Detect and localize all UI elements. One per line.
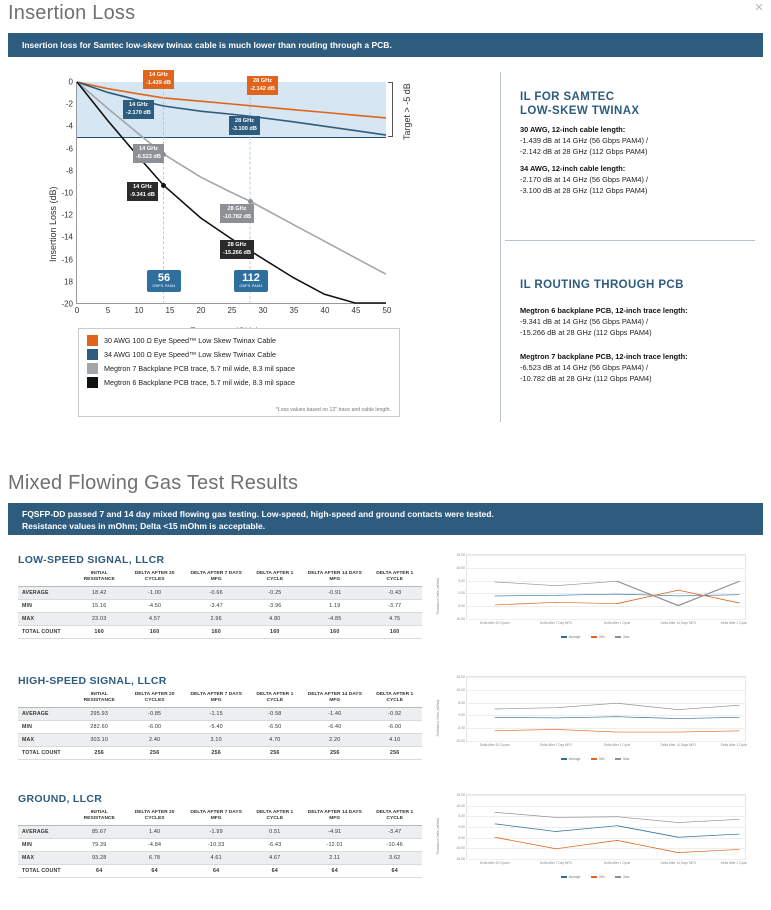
legend-footnote: *Loss values based on 12" trace and cable length. [275,407,391,413]
table-row [18,613,422,626]
target-label: Target > -5 dB [402,83,412,140]
cell: 4.10 [367,734,422,747]
col-delta-1-cycle-b: DELTA AFTER 1 CYCLE [367,568,422,587]
mfg-banner [8,503,763,535]
il-megtron7-block [520,351,688,384]
cell: -5.40 [185,721,248,734]
il-pcb-heading: IL ROUTING THROUGH PCB [520,279,684,291]
cell: -0.92 [367,708,422,721]
col-delta-1-cycle-b: DELTA AFTER 1 CYCLE [367,807,422,826]
insertion-loss-title: Insertion Loss [8,2,136,24]
col-delta-7-days: DELTA AFTER 7 DAYS MFG [185,689,248,708]
chart-y-axis-label: Insertion Loss (dB) [48,186,58,262]
table-title-high-speed: HIGH-SPEED SIGNAL, LLCR [18,675,167,687]
cell: -3.47 [367,826,422,839]
table-row [18,747,422,760]
cell: 4.80 [248,613,303,626]
col-delta-1-cycle-a: DELTA AFTER 1 CYCLE [248,807,303,826]
row-label: MIN [18,839,74,852]
table-row [18,587,422,600]
row-label: MAX [18,613,74,626]
legend-label-megtron7: Megtron 7 Backplane PCB trace, 5.7 mil wide, 8.3 mil space [104,364,295,373]
cell: 23.03 [74,613,124,626]
cell: 160 [185,626,248,639]
table-header-row [18,568,422,587]
row-label: MAX [18,734,74,747]
legend-item [87,335,391,346]
table-row [18,708,422,721]
mini-legend: Average Min Max [440,757,750,761]
il-twinax-heading [520,90,639,118]
cell: -4.84 [124,839,184,852]
legend-swatch-megtron7 [87,363,98,374]
row-label: MIN [18,600,74,613]
target-bracket-cap-top [388,82,393,83]
insertion-loss-banner-text: Insertion loss for Samtec low-skew twinax cable is much lower than routing through a PCB. [22,40,392,50]
callout-orange-14ghz: 14 GHz -1.439 dB [143,70,174,89]
cell: -1.15 [185,708,248,721]
cell: 256 [302,747,367,760]
col-delta-20-cycles: DELTA AFTER 20 CYCLES [124,807,184,826]
insertion-loss-banner [8,33,763,57]
table-row [18,721,422,734]
cell: -1.40 [302,708,367,721]
cell: 2.40 [124,734,184,747]
cell: 93.28 [74,852,124,865]
cell: 4.57 [124,613,184,626]
col-delta-14-days: DELTA AFTER 14 DAYS MFG [302,568,367,587]
cell: 1.19 [302,600,367,613]
mini-legend: Average Min Max [440,875,750,879]
cell: 79.39 [74,839,124,852]
insertion-loss-chart [40,70,460,420]
callout-megtron6-14ghz: 14 GHz -9.341 dB [127,182,158,201]
chart-plot-area: 0 -2 -4 -6 -8 -10 -12 -14 -16 18 -20 0 5 10 15 20 25 30 35 40 45 50 14 GHz -1.439 dB 28 GHz -2.142 dB 14 GHz -2.170 dB 28 GHz -3.100 dB 14 GHz -6.523 dB 14 GHz -9.341 dB 28 GHz -10.782 dB 28 GHz -15.266 dB 56 GBPS PAM4 112 GBPS PAM4 [61,72,392,315]
il-megtron6-line1: -9.341 dB at 14 GHz (56 Gbps PAM4) / [520,317,649,326]
cell: -0.91 [302,587,367,600]
cell: 85.67 [74,826,124,839]
row-label: TOTAL COUNT [18,747,74,760]
il-30awg-block [520,124,648,157]
mini-y-axis-label: Resistance Delta (mOhm) [436,699,440,737]
il-megtron6-block [520,305,688,338]
callout-blue-14ghz: 14 GHz -2.170 dB [123,100,154,119]
close-icon[interactable]: × [754,0,764,16]
il-megtron7-line1: -6.523 dB at 14 GHz (56 Gbps PAM4) / [520,363,649,372]
table-title-low-speed: LOW-SPEED SIGNAL, LLCR [18,554,165,566]
row-label: AVERAGE [18,826,74,839]
legend-swatch-30awg [87,335,98,346]
cell: 64 [74,865,124,878]
cell: -0.43 [367,587,422,600]
table-row [18,839,422,852]
cell: 256 [248,747,303,760]
col-delta-20-cycles: DELTA AFTER 20 CYCLES [124,689,184,708]
legend-item [87,349,391,360]
cell: 3.10 [185,734,248,747]
col-blank [18,807,74,826]
cell: 4.67 [248,852,303,865]
cell: 64 [185,865,248,878]
col-delta-14-days: DELTA AFTER 14 DAYS MFG [302,807,367,826]
cell: 2.11 [302,852,367,865]
col-delta-7-days: DELTA AFTER 7 DAYS MFG [185,807,248,826]
callout-megtron7-14ghz: 14 GHz -6.523 dB [133,144,164,163]
cell: -6.50 [248,721,303,734]
cell: 256 [74,747,124,760]
cell: 64 [248,865,303,878]
cell: 160 [124,626,184,639]
table-row [18,826,422,839]
cell: 4.70 [248,734,303,747]
row-label: MIN [18,721,74,734]
vertical-divider [500,72,501,422]
mfg-title: Mixed Flowing Gas Test Results [8,472,299,494]
cell: -12.01 [302,839,367,852]
il-30awg-line2: -2.142 dB at 28 GHz (112 Gbps PAM4) [520,147,648,156]
cell: 282.60 [74,721,124,734]
row-label: AVERAGE [18,587,74,600]
row-label: TOTAL COUNT [18,865,74,878]
cell: -6.43 [248,839,303,852]
table-high-speed [18,689,422,760]
chart-legend [78,328,400,417]
row-label: AVERAGE [18,708,74,721]
col-blank [18,689,74,708]
cell: -4.85 [302,613,367,626]
mfg-banner-line2: Resistance values in mOhm; Delta <15 mOhm is acceptable. [22,521,266,531]
mini-plot-area: 15.00 10.00 5.00 0.00 -5.00 -10.00 -15.00 Delta After 20 Cycles Delta After 7 Day MFG Delta After 1 Cycle Delta After 14 Days MFG Delta After 1 Cycle [455,793,748,865]
table-row [18,600,422,613]
il-34awg-line1: -2.170 dB at 14 GHz (56 Gbps PAM4) / [520,175,649,184]
table-title-ground: GROUND, LLCR [18,793,103,805]
il-34awg-title: 34 AWG, 12-inch cable length: [520,164,626,173]
mfg-banner-line1: FQSFP-DD passed 7 and 14 day mixed flowing gas testing. Low-speed, high-speed and ground contacts were tested. [22,509,494,519]
col-delta-1-cycle-b: DELTA AFTER 1 CYCLE [367,689,422,708]
cell: 64 [124,865,184,878]
cell: 0.51 [248,826,303,839]
horizontal-divider [505,240,755,241]
cell: 256 [185,747,248,760]
cell: -4.91 [302,826,367,839]
cell: 18.42 [74,587,124,600]
mini-chart-high-speed [436,672,750,761]
col-delta-7-days: DELTA AFTER 7 DAYS MFG [185,568,248,587]
cell: 64 [367,865,422,878]
mini-y-axis-label: Resistance Delta (mOhm) [436,577,440,615]
cell: 2.20 [302,734,367,747]
target-bracket-line [392,82,393,137]
cell: 160 [74,626,124,639]
table-header-row [18,689,422,708]
cell: -3.96 [248,600,303,613]
col-delta-20-cycles: DELTA AFTER 20 CYCLES [124,568,184,587]
cell: -1.99 [185,826,248,839]
col-blank [18,568,74,587]
cell: -0.85 [124,708,184,721]
il-megtron7-line2: -10.782 dB at 28 GHz (112 Gbps PAM4) [520,374,652,383]
table-row [18,852,422,865]
table-row [18,865,422,878]
cell: -6.40 [302,721,367,734]
cell: 295.93 [74,708,124,721]
cell: -4.50 [124,600,184,613]
callout-orange-28ghz: 28 GHz -2.142 dB [247,76,278,95]
mini-legend: Average Min Max [440,635,750,639]
mini-chart-ground [436,790,750,879]
legend-label-30awg: 30 AWG 100 Ω Eye Speed™ Low Skew Twinax Cable [104,336,276,345]
mini-plot-area: 15.00 10.00 5.00 0.00 -5.00 -10.00 Delta After 20 Cycles Delta After 7 Day MFG Delta After 1 Cycle Delta After 14 Days MFG Delta After 1 Cycle [455,553,748,625]
col-delta-14-days: DELTA AFTER 14 DAYS MFG [302,689,367,708]
col-initial-resistance: INITIAL RESISTANCE [74,689,124,708]
cell: 160 [367,626,422,639]
cell: -6.00 [367,721,422,734]
il-34awg-block [520,163,648,196]
legend-swatch-34awg [87,349,98,360]
mini-plot-area: 15.00 10.00 5.00 0.00 -5.00 -10.00 Delta After 20 Cycles Delta After 7 Day MFG Delta After 1 Cycle Delta After 14 Days MFG Delta After 1 Cycle [455,675,748,747]
il-twinax-heading-line2: LOW-SKEW TWINAX [520,105,640,117]
cell: -3.47 [185,600,248,613]
col-initial-resistance: INITIAL RESISTANCE [74,568,124,587]
col-delta-1-cycle-a: DELTA AFTER 1 CYCLE [248,689,303,708]
legend-item [87,363,391,374]
callout-megtron7-28ghz: 28 GHz -10.782 dB [220,204,254,223]
badge-56-gbps: 56 GBPS PAM4 [147,270,181,292]
table-ground [18,807,422,878]
il-30awg-line1: -1.439 dB at 14 GHz (56 Gbps PAM4) / [520,136,649,145]
cell: 4.61 [185,852,248,865]
callout-megtron6-28ghz: 28 GHz -15.266 dB [220,240,254,259]
legend-label-34awg: 34 AWG 100 Ω Eye Speed™ Low Skew Twinax Cable [104,350,276,359]
cell: 64 [302,865,367,878]
table-low-speed [18,568,422,639]
cell: -0.58 [248,708,303,721]
cell: 256 [124,747,184,760]
il-30awg-title: 30 AWG, 12-inch cable length: [520,125,626,134]
cell: 160 [302,626,367,639]
cell: 6.78 [124,852,184,865]
cell: 160 [248,626,303,639]
callout-blue-28ghz: 28 GHz -3.100 dB [229,116,260,135]
cell: 2.96 [185,613,248,626]
data-point-megtron6-14ghz [161,183,166,188]
il-twinax-heading-line1: IL FOR SAMTEC [520,91,615,103]
cell: -6.00 [124,721,184,734]
row-label: MAX [18,852,74,865]
legend-item [87,377,391,388]
table-header-row [18,807,422,826]
cell: 256 [367,747,422,760]
target-bracket-cap-bottom [388,136,393,137]
cell: -0.25 [248,587,303,600]
il-megtron6-title: Megtron 6 backplane PCB, 12-inch trace length: [520,306,688,315]
cell: 15.16 [74,600,124,613]
cell: -3.77 [367,600,422,613]
il-megtron7-title: Megtron 7 backplane PCB, 12-inch trace length: [520,352,688,361]
cell: 303.10 [74,734,124,747]
badge-112-gbps: 112 GBPS PAM4 [234,270,268,292]
col-delta-1-cycle-a: DELTA AFTER 1 CYCLE [248,568,303,587]
cell: 3.62 [367,852,422,865]
cell: -10.46 [367,839,422,852]
cell: 1.40 [124,826,184,839]
cell: 4.75 [367,613,422,626]
il-megtron6-line2: -15.266 dB at 28 GHz (112 Gbps PAM4) [520,328,652,337]
cell: -0.66 [185,587,248,600]
mini-chart-low-speed [436,550,750,639]
cell: -10.33 [185,839,248,852]
mini-y-axis-label: Resistance Delta (mOhm) [436,817,440,855]
cell: -1.00 [124,587,184,600]
legend-swatch-megtron6 [87,377,98,388]
legend-label-megtron6: Megtron 6 Backplane PCB trace, 5.7 mil wide, 8.3 mil space [104,378,295,387]
table-row [18,734,422,747]
row-label: TOTAL COUNT [18,626,74,639]
col-initial-resistance: INITIAL RESISTANCE [74,807,124,826]
table-row [18,626,422,639]
il-34awg-line2: -3.100 dB at 28 GHz (112 Gbps PAM4) [520,186,648,195]
